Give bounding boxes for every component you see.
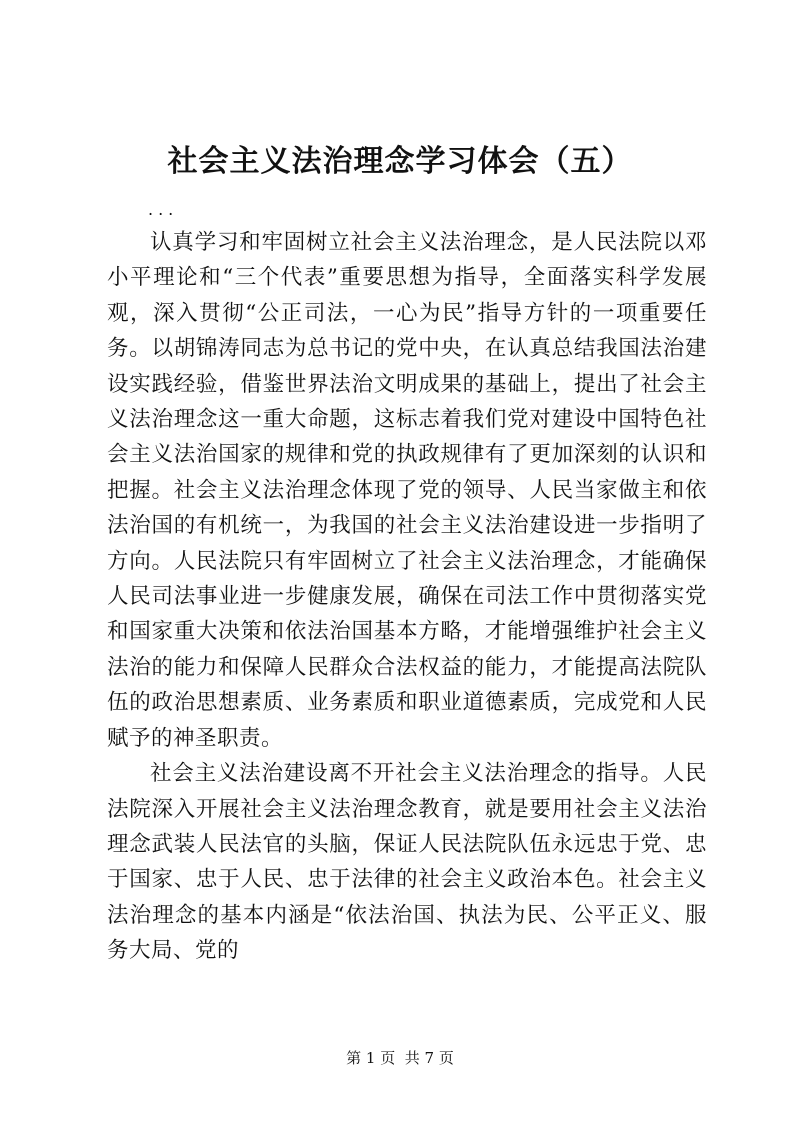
ellipsis-marker: ... xyxy=(148,200,179,219)
document-title: 社会主义法治理念学习体会（五） xyxy=(167,144,633,179)
page-footer xyxy=(0,1048,800,1068)
page-number-label: 第 1 页 共 7 页 xyxy=(346,1049,454,1067)
document-body xyxy=(107,225,707,969)
paragraph: 认真学习和牢固树立社会主义法治理念，是人民法院以邓小平理论和“三个代表”重要思想为指导，全面落实科学发展观，深入贯彻“公正司法，一心为民”指导方针的一项重要任务。以胡锦涛同志为总书记的党中央，在认真总结我国法治建设实践经验，借鉴世界法治文明成果的基础上，提出了社会主义法治理念这一重大命题，这标志着我们党对建设中国特色社会主义法治国家的规律和党的执政规律有了更加深刻的认识和把握。社会主义法治理念体现了党的领导、人民当家做主和依法治国的有机统一，为我国的社会主义法治建设进一步指明了方向。人民法院只有牢固树立了社会主义法治理念，才能确保人民司法事业进一步健康发展，确保在司法工作中贯彻落实党和国家重大决策和依法治国基本方略，才能增强维护社会主义法治的能力和保障人民群众合法权益的能力，才能提高法院队伍的政治思想素质、业务素质和职业道德素质，完成党和人民赋予的神圣职责。 xyxy=(107,230,707,751)
paragraph: 社会主义法治建设离不开社会主义法治理念的指导。人民法院深入开展社会主义法治理念教育，就是要用社会主义法治理念武装人民法官的头脑，保证人民法院队伍永远忠于党、忠于国家、忠于人民、忠于法律的社会主义政治本色。社会主义法治理念的基本内涵是“依法治国、执法为民、公平正义、服务大局、党的 xyxy=(107,761,707,964)
